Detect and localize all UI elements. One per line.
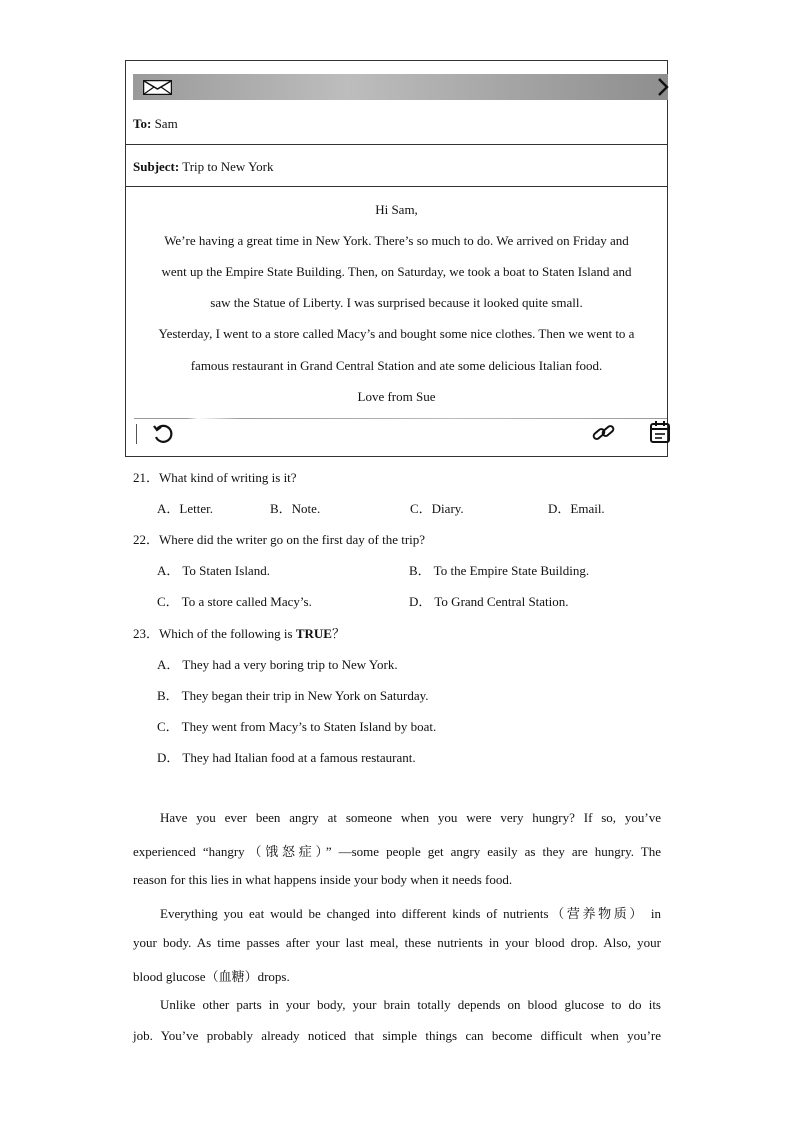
passage-line: experienced “hangry（饿怒症）” —some people get angry easily as they are hungry. The — [133, 844, 661, 859]
question-stem-mark: ？ — [331, 626, 345, 641]
email-body-line: saw the Statue of Liberty. I was surprised because it looked quite small. — [210, 295, 583, 310]
undo-icon[interactable] — [152, 423, 174, 445]
option-b[interactable]: B．Note. — [270, 501, 321, 516]
passage-line: Have you ever been angry at someone when you were very hungry? If so, you’ve — [160, 810, 661, 825]
option-d[interactable]: D．Email. — [548, 501, 605, 516]
passage-line: Everything you eat would be changed into different kinds of nutrients（营养物质） in — [160, 906, 661, 921]
option-a[interactable]: A．Letter. — [157, 501, 213, 516]
question-stem-text: 23．Which of the following is — [133, 626, 296, 641]
question-stem-emphasis: TRUE — [295, 626, 332, 641]
option-b[interactable]: B． To the Empire State Building. — [409, 563, 590, 578]
passage-line: blood glucose（血糖）drops. — [133, 969, 290, 984]
passage-line: Unlike other parts in your body, your brain totally depends on blood glucose to do its — [160, 997, 661, 1012]
calendar-icon[interactable] — [649, 420, 671, 444]
subject-row — [126, 145, 667, 187]
email-closing: Love from Sue — [357, 389, 436, 404]
passage-line: reason for this lies in what happens inside your body when it needs food. — [133, 872, 513, 887]
email-window — [125, 60, 668, 457]
email-body[interactable] — [126, 187, 667, 417]
email-body-line: went up the Empire State Building. Then, on Saturday, we took a boat to Staten Island and — [161, 264, 632, 279]
chevron-right-icon[interactable] — [656, 77, 670, 97]
email-title-bar — [133, 74, 668, 100]
link-icon[interactable] — [591, 422, 617, 444]
option-c[interactable]: C．Diary. — [410, 501, 464, 516]
option-d[interactable]: D． To Grand Central Station. — [409, 594, 569, 609]
email-body-line: famous restaurant in Grand Central Station and ate some delicious Italian food. — [190, 358, 603, 373]
subject-value[interactable]: Trip to New York — [182, 159, 274, 174]
passage-line: your body. As time passes after your last meal, these nutrients in your blood drop. Also, your — [133, 935, 661, 950]
question-stem: 21．What kind of writing is it? — [133, 470, 297, 485]
question-stem: 22．Where did the writer go on the first day of the trip? — [133, 532, 426, 547]
option-c[interactable]: C． They went from Macy’s to Staten Island by boat. — [157, 719, 437, 734]
to-label: To: — [133, 116, 152, 131]
option-a[interactable]: A． They had a very boring trip to New York. — [157, 657, 398, 672]
option-c[interactable]: C． To a store called Macy’s. — [157, 594, 312, 609]
option-d[interactable]: D． They had Italian food at a famous restaurant. — [157, 750, 416, 765]
email-greeting: Hi Sam, — [375, 202, 418, 217]
email-body-line: Yesterday, I went to a store called Macy’s and bought some nice clothes. Then we went to a — [158, 326, 635, 341]
toolbar-edge — [136, 424, 137, 444]
question-stem — [133, 623, 345, 642]
to-row — [126, 102, 667, 145]
to-value[interactable]: Sam — [154, 116, 178, 131]
subject-label: Subject: — [133, 159, 180, 174]
option-a[interactable]: A． To Staten Island. — [157, 563, 270, 578]
email-body-line: We’re having a great time in New York. There’s so much to do. We arrived on Friday and — [164, 233, 629, 248]
option-b[interactable]: B． They began their trip in New York on Saturday. — [157, 688, 429, 703]
email-toolbar — [134, 418, 667, 456]
envelope-icon[interactable] — [143, 80, 172, 95]
toolbar-divider — [134, 418, 667, 419]
passage-line: job. You’ve probably already noticed that simple things can become difficult when you’re — [133, 1028, 661, 1043]
